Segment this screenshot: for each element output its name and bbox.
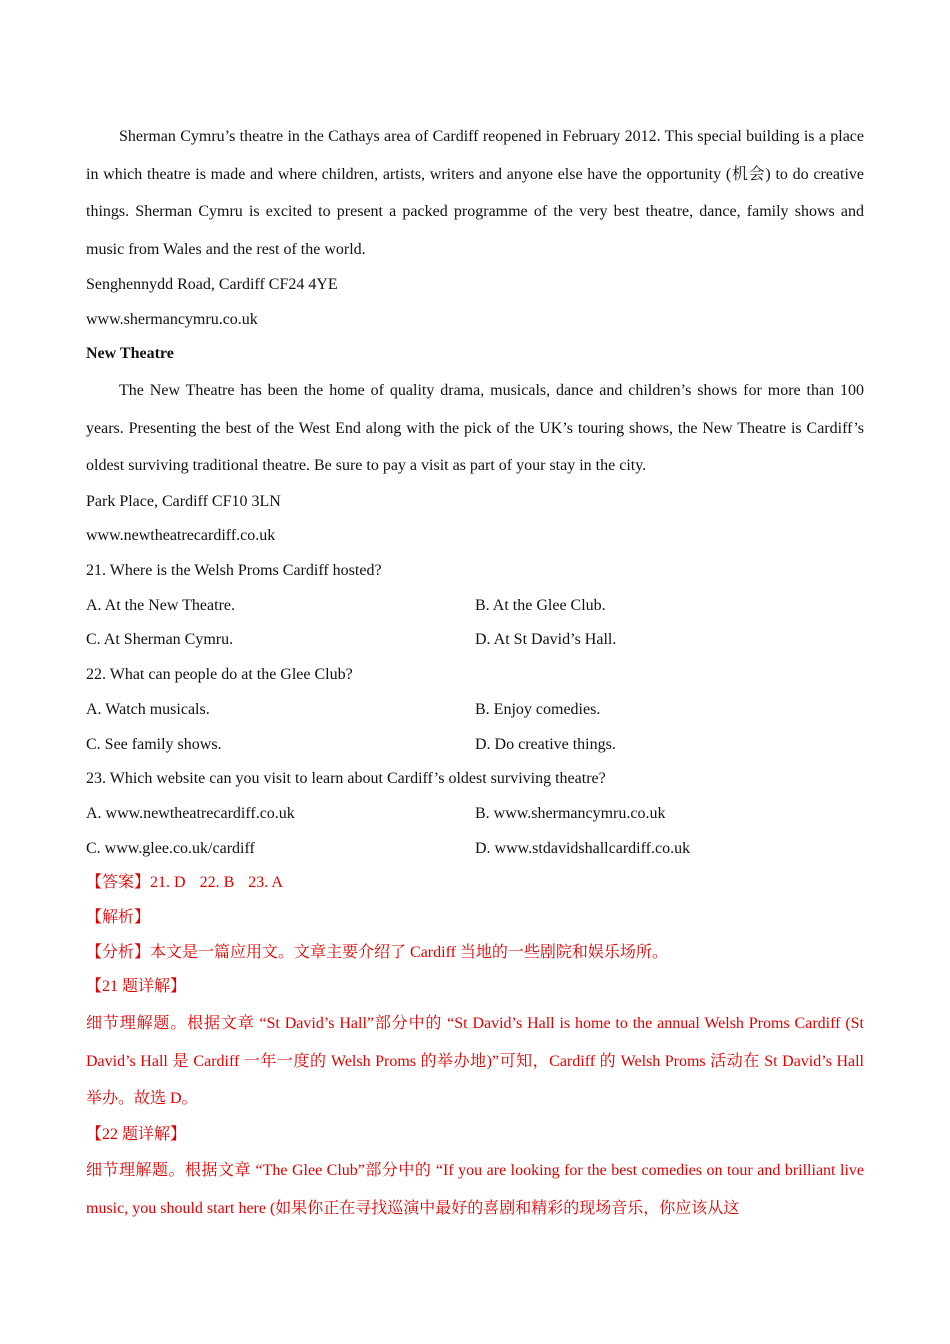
option-a: A. www.newtheatrecardiff.co.uk — [86, 804, 295, 822]
new-theatre-website: www.newtheatrecardiff.co.uk — [86, 527, 276, 545]
option-c: C. www.glee.co.uk/cardiff — [86, 839, 255, 857]
option-b: B. At the Glee Club. — [475, 596, 606, 614]
analysis-summary — [86, 936, 864, 971]
question-22 — [86, 658, 864, 762]
option-b: B. Enjoy comedies. — [475, 700, 601, 718]
option-a: A. Watch musicals. — [86, 700, 210, 718]
question-21 — [86, 554, 864, 658]
new-theatre-paragraph: The New Theatre has been the home of quality drama, musicals, dance and children’s shows for more than 100 years. Presenting the best of the West End along with the pick of the UK’s touring shows, the New Theatre is Cardiff’s oldest surviving traditional theatre. Be sure to pay a visit as part of your stay in the city. — [86, 382, 864, 475]
answer-21: 21. D — [150, 874, 186, 892]
q21-detail-heading: 【21 题详解】 — [86, 978, 187, 996]
sherman-address: Senghennydd Road, Cardiff CF24 4YE — [86, 276, 338, 293]
summary-label: 【分析】 — [86, 943, 151, 961]
question-stem: 23. Which website can you visit to learn about Cardiff’s oldest surviving theatre? — [86, 770, 606, 788]
option-c: C. At Sherman Cymru. — [86, 631, 234, 649]
q21-detail-text: 细节理解题。根据文章 “St David’s Hall”部分中的 “St David’s Hall is home to the annual Welsh Proms Cardiff (St David’s Hall 是 Cardiff 一年一度的 Welsh Proms 的举办地)”可知，Cardiff 的 Welsh Proms 活动在 St David’s Hall 举办。故选 D。 — [86, 1015, 864, 1108]
answer-line — [86, 866, 864, 901]
sherman-website: www.shermancymru.co.uk — [86, 310, 258, 328]
sherman-paragraph: Sherman Cymru’s theatre in the Cathays area of Cardiff reopened in February 2012. This special building is a place in which theatre is made and where children, artists, writers and anyone else have the opportunity (机会) to do creative things. Sherman Cymru is excited to present a packed programme of the very best theatre, dance, family shows and music from Wales and the rest of the world. — [86, 128, 864, 258]
option-b: B. www.shermancymru.co.uk — [475, 804, 666, 822]
new-theatre-address: Park Place, Cardiff CF10 3LN — [86, 492, 281, 510]
q22-detail-heading: 【22 题详解】 — [86, 1125, 187, 1143]
option-c: C. See family shows. — [86, 735, 222, 753]
answer-22: 22. B — [199, 874, 235, 892]
option-a: A. At the New Theatre. — [86, 596, 235, 614]
option-d: D. Do creative things. — [475, 735, 616, 753]
question-23 — [86, 762, 864, 866]
option-d: D. At St David’s Hall. — [475, 631, 617, 649]
q22-detail-text: 细节理解题。根据文章 “The Glee Club”部分中的 “If you are looking for the best comedies on tour and brilliant live music, you should start here (如果你正在寻找巡演中最好的喜剧和精彩的现场音乐，你应该从这 — [86, 1162, 864, 1217]
answer-23: 23. A — [248, 874, 283, 892]
summary-text: 本文是一篇应用文。文章主要介绍了 Cardiff 当地的一些剧院和娱乐场所。 — [150, 943, 668, 961]
answer-label: 【答案】 — [86, 874, 151, 892]
question-stem: 21. Where is the Welsh Proms Cardiff hosted? — [86, 562, 382, 580]
new-theatre-heading: New Theatre — [86, 345, 174, 363]
question-stem: 22. What can people do at the Glee Club? — [86, 666, 353, 684]
option-d: D. www.stdavidshallcardiff.co.uk — [475, 839, 691, 857]
analysis-heading: 【解析】 — [86, 909, 151, 927]
document-page — [86, 118, 864, 1227]
